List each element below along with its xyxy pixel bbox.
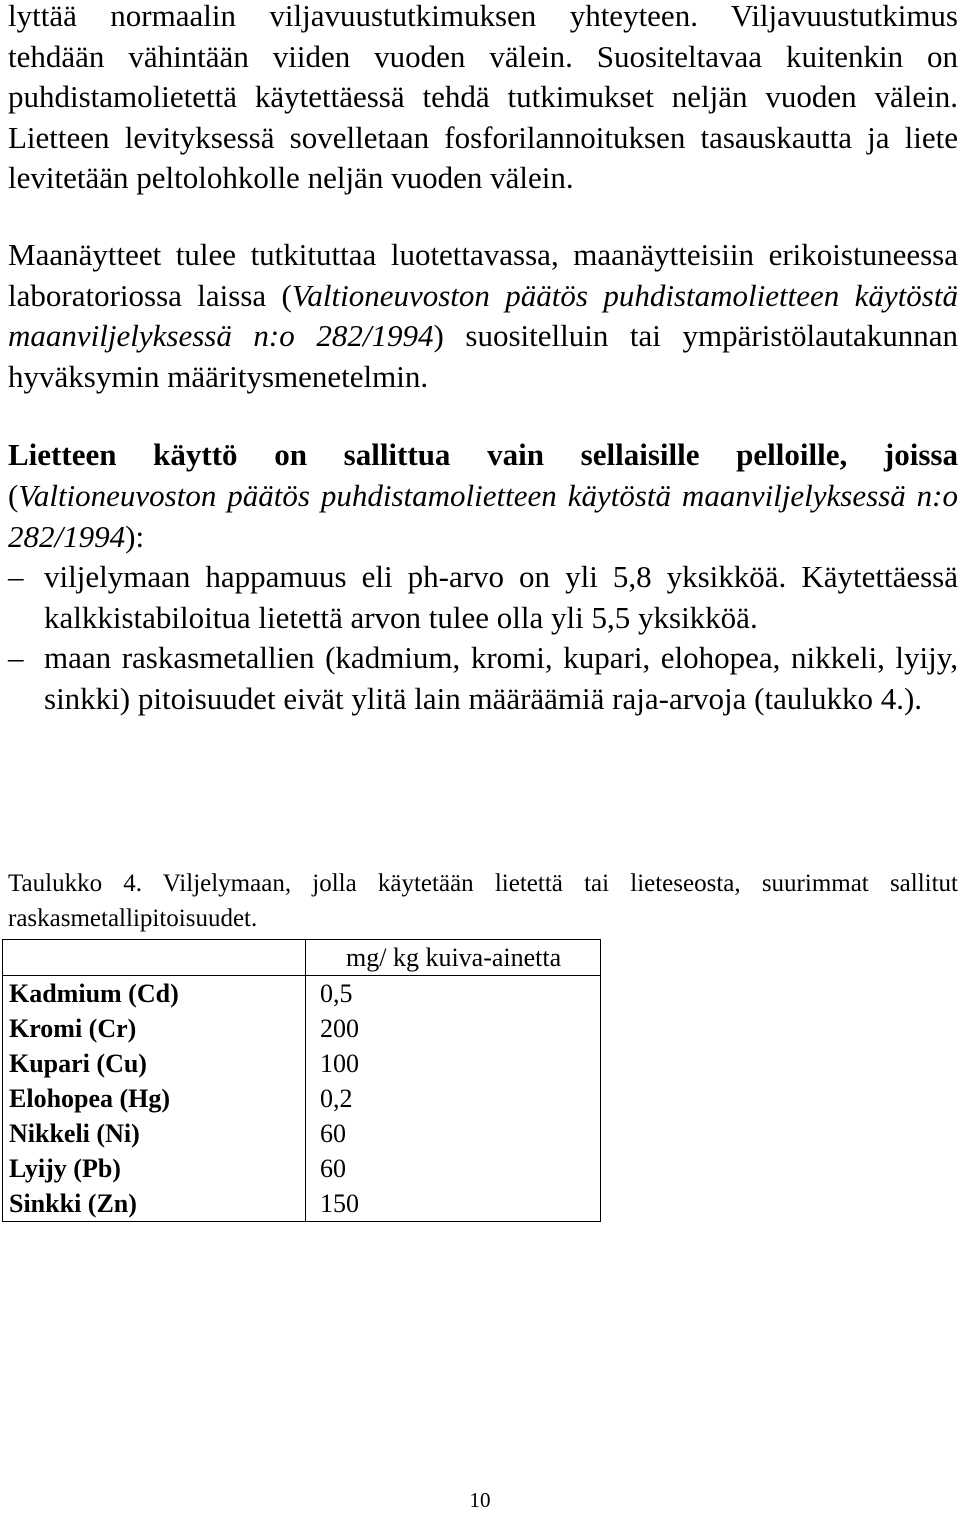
paragraph-text: (	[8, 477, 19, 513]
regulation-reference: Valtioneuvoston päätös puhdistamolietteen käytöstä maanviljelyksessä n:o 282/1994	[8, 277, 958, 354]
limit-value: 60	[320, 1153, 346, 1183]
table-header-cell	[306, 939, 601, 975]
list-item-text: maan raskasmetallien (kadmium, kromi, kupari, elohopea, nikkeli, lyijy, sinkki) pitoisuudet eivät ylitä lain määräämiä raja-arvoja (taulukko 4.).	[44, 640, 958, 716]
regulation-reference: Valtioneuvoston päätös puhdistamolietteen käytöstä maanviljelyksessä n:o 282/1994	[8, 477, 958, 554]
limit-value: 0,2	[320, 1083, 353, 1113]
list-item	[8, 557, 958, 638]
paragraph-soil-testing-interval: lyttää normaalin viljavuustutkimuksen yhteyteen. Viljavuustutkimus tehdään vähintään viiden vuoden välein. Suositeltavaa kuitenkin on puhdistamolietettä käytettäessä tehdä tutkimukset neljän vuoden välein. Lietteen levityksessä sovelletaan fosforilannoituksen tasauskautta ja liete levitetään peltolohkolle neljän vuoden välein.	[8, 0, 958, 196]
heavy-metals-table	[2, 939, 601, 1222]
limit-value: 200	[320, 1013, 359, 1043]
metal-values-cell	[306, 975, 601, 1221]
limit-value: 100	[320, 1048, 359, 1078]
metal-name: Nikkeli (Ni)	[9, 1118, 140, 1148]
paragraph-permitted-fields	[8, 435, 958, 557]
list-item-text: viljelymaan happamuus eli ph-arvo on yli 5,8 yksikköä. Käytettäessä kalkkistabiloitua lietettä arvon tulee olla yli 5,5 yksikköä.	[44, 559, 958, 635]
table-row	[3, 975, 601, 1221]
table-caption: Taulukko 4. Viljelymaan, jolla käytetään lietettä tai lieteseosta, suurimmat sallitut raskasmetallipitoisuudet.	[8, 869, 958, 932]
metal-name: Lyijy (Pb)	[9, 1153, 121, 1183]
table-row	[3, 939, 601, 975]
metal-name: Elohopea (Hg)	[9, 1083, 171, 1113]
metal-name: Kromi (Cr)	[9, 1013, 137, 1043]
document-page	[8, 0, 958, 1222]
table-header-empty-cell	[3, 939, 306, 975]
metal-name: Sinkki (Zn)	[9, 1188, 137, 1218]
paragraph-text: Maanäytteet tulee tutkituttaa luotettavassa, maanäytteisiin erikoistuneessa laboratoriossa laissa (	[8, 236, 958, 313]
paragraph-soil-sample-analysis	[8, 235, 958, 397]
list-item	[8, 638, 958, 719]
page-number: 10	[469, 1488, 491, 1512]
dash-bullet-icon: –	[8, 559, 24, 595]
limit-value: 150	[320, 1188, 359, 1218]
requirements-list	[8, 557, 958, 719]
metal-name: Kadmium (Cd)	[9, 978, 179, 1008]
paragraph-text: ):	[125, 518, 145, 554]
metal-name: Kupari (Cu)	[9, 1048, 147, 1078]
unit-header: mg/ kg kuiva-ainetta	[346, 942, 562, 972]
limit-value: 60	[320, 1118, 346, 1148]
paragraph-text: ) suositelluin tai ympäristölautakunnan hyväksymin määritysmenetelmin.	[8, 318, 959, 394]
limit-value: 0,5	[320, 978, 353, 1008]
paragraph-bold-text: Lietteen käyttö on sallittua vain sellaisille pelloille, joissa	[8, 437, 958, 473]
dash-bullet-icon: –	[8, 640, 24, 676]
metal-names-cell	[3, 975, 306, 1221]
